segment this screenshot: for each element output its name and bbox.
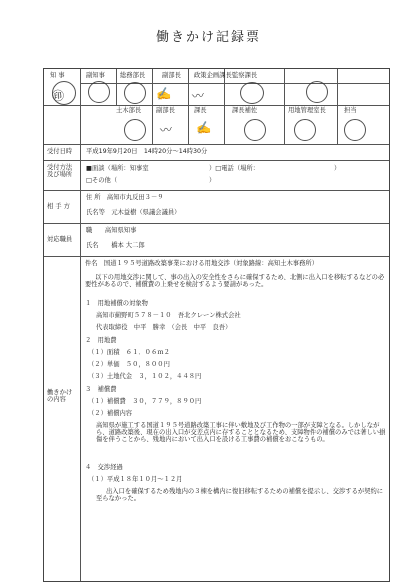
- seal-stamp: [124, 119, 146, 141]
- approval-label: 総務部長: [120, 72, 146, 79]
- bracket-close: ）: [334, 165, 341, 172]
- approval-label: 課長: [194, 107, 207, 114]
- content-intro: 以下の用地交渉に関して、事の出入の安全性をさらに確保するため、北側に出入口を移転するなどの必要性があるので、補償費の上乗せを検討するよう要請があった。: [85, 274, 385, 289]
- handwritten-signature: ✍: [195, 120, 212, 136]
- handwritten-signature: ✍: [155, 86, 172, 102]
- record-sheet: [43, 68, 390, 582]
- bracket-close: ）: [209, 177, 216, 184]
- handwritten-signature: ㊞: [51, 88, 65, 104]
- approval-label: 政策企画課長: [194, 72, 232, 79]
- method-phone: ）□電話（場所：: [209, 165, 260, 172]
- date-label: 受付日時: [47, 148, 73, 155]
- negotiation-period: （１）平成１８年１０月～１２月: [88, 476, 183, 483]
- seal-stamp: [306, 81, 328, 103]
- rule: [44, 223, 389, 224]
- section-4-heading: ４ 交渉経過: [85, 464, 123, 471]
- handwritten-signature: 〰: [159, 122, 173, 138]
- approval-label: 副部長: [162, 72, 181, 79]
- land-price-value: （３）土地代金 ３，１０２，４４８円: [88, 373, 202, 380]
- content-label: 働きかけの内容: [47, 389, 73, 404]
- approval-label: 監察課長: [232, 72, 258, 79]
- approval-label: 用地管理室長: [288, 107, 326, 114]
- approval-label: 副知事: [86, 72, 105, 79]
- approval-label: 担当: [344, 107, 357, 114]
- staff-dept: 職 高知県知事: [86, 227, 137, 234]
- form-title: 働きかけ記録票: [155, 30, 261, 45]
- compensation-value: （１）補償費 ３０，７７９，８９０円: [88, 398, 202, 405]
- object-address: 高知市薊野町５７８－１０ 吾北クレーン株式会社: [96, 312, 241, 319]
- approval-label: 課長補佐: [232, 107, 258, 114]
- rule: [188, 69, 189, 144]
- compensation-details: 高知県が施工する国道１９５号道路改築工事に伴い敷地及び工作物の一部が支障となる。しかしながら、道路改築後、現在の出入口が交差点内に存することとなるため、支障物件の補償のみでは著しい損傷を伴うことから、残地内において出入口を設ける工事費の補償をおこなうもの。: [96, 422, 386, 444]
- approval-label: 知 事: [50, 72, 65, 79]
- counterpart-address: 住 所 高知市丸反田３－９: [86, 194, 164, 201]
- rule: [44, 144, 389, 145]
- rule: [116, 69, 117, 105]
- rule: [152, 69, 153, 144]
- content-subject: 件名 国道１９５号道路改築事業における用地交渉（対象路線：高知土木事務所）: [85, 260, 318, 267]
- approval-label: 副部長: [156, 107, 175, 114]
- seal-stamp: [294, 119, 316, 141]
- rule: [80, 144, 81, 581]
- rule: [284, 69, 285, 144]
- rule: [44, 256, 389, 257]
- seal-stamp: [124, 82, 146, 104]
- seal-stamp: [240, 82, 264, 104]
- object-representative: 代表取締役 中平 勝幸 （会長 中平 良吾）: [96, 324, 232, 331]
- rule: [44, 160, 389, 161]
- rule: [80, 69, 81, 144]
- seal-stamp: [88, 81, 110, 103]
- rule: [44, 190, 389, 191]
- date-value: 平成19年9月20日 14時20分～14時30分: [86, 148, 208, 155]
- section-3-heading: ３ 補償費: [85, 386, 117, 393]
- staff-label: 対応職員: [47, 236, 73, 243]
- method-label: 受付方法及び場所: [47, 164, 73, 179]
- section-2-heading: ２ 用地費: [85, 337, 117, 344]
- method-face-to-face: ■面談（場所：知事室: [86, 165, 149, 172]
- staff-name: 氏名 橋本 大二郎: [86, 242, 145, 249]
- seal-stamp: [344, 119, 366, 141]
- counterpart-name: 氏名等 元木益樹（県議会議員）: [86, 209, 181, 216]
- handwritten-signature: 〰: [191, 88, 205, 104]
- negotiation-details: 出入口を確保するため残地内の３棟を構内に復旧移転するための補償を提示し、交渉するが契約に至らなかった。: [96, 488, 384, 503]
- unit-price-value: （２）単価 ５０，８００円: [88, 361, 170, 368]
- area-value: （１）面積 ６１．０６ｍ２: [88, 349, 170, 356]
- rule: [80, 83, 389, 84]
- section-1-heading: １ 用地補償の対象物: [85, 300, 148, 307]
- approval-label: 土木部長: [116, 107, 142, 114]
- method-other: □その他（: [86, 177, 118, 184]
- rule: [337, 69, 338, 144]
- compensation-details-heading: （２）補償内容: [88, 410, 133, 417]
- counterpart-label: 相 手 方: [47, 203, 70, 210]
- rule: [224, 69, 225, 144]
- seal-stamp: [244, 119, 266, 141]
